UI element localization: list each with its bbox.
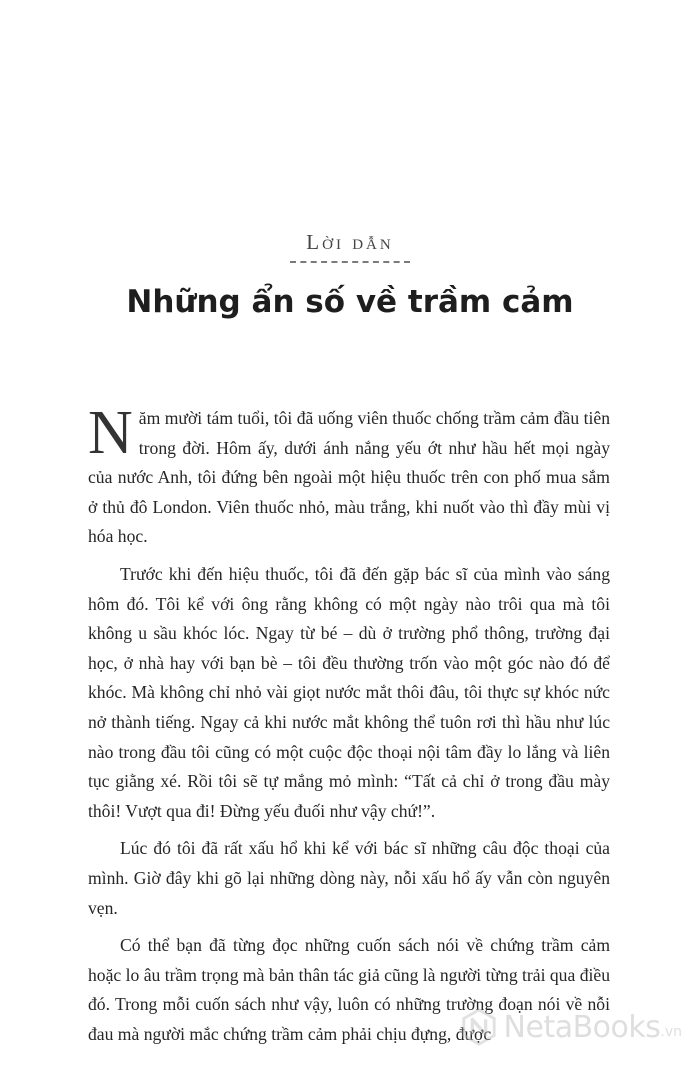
- netabooks-logo-icon: [460, 1008, 498, 1046]
- body-text: [88, 399, 610, 1057]
- chapter-eyebrow-wrap: [0, 230, 700, 263]
- paragraph-1: [88, 399, 610, 552]
- paragraph-3: Lúc đó tôi đã rất xấu hổ khi kể với bác sĩ những câu độc thoại của mình. Giờ đây khi gõ lại những dòng này, nỗi xấu hổ ấy vẫn còn nguyên vẹn.: [88, 838, 610, 918]
- watermark-brand: NetaBooks: [503, 1009, 661, 1045]
- drop-cap: N: [88, 399, 133, 467]
- chapter-title: Những ẩn số về trầm cảm: [126, 284, 574, 320]
- paragraph-2: Trước khi đến hiệu thuốc, tôi đã đến gặp bác sĩ của mình vào sáng hôm đó. Tôi kể với ông rằng không có một ngày nào trôi qua mà tôi không u sầu khóc lóc. Ngay từ bé – dù ở trường phổ thông, trường đại học, ở nhà hay với bạn bè – tôi đều thường trốn vào một góc nào đó để khóc. Mà không chỉ nhỏ vài giọt nước mắt thôi đâu, tôi thực sự khóc nức nở thành tiếng. Ngay cả khi nước mắt không thể tuôn rơi thì hầu như lúc nào trong đầu tôi cũng có một cuộc độc thoại nội tâm đầy lo lắng và liên tục giằng xé. Rồi tôi sẽ tự mắng mỏ mình: “Tất cả chỉ ở trong đầu mày thôi! Vượt qua đi! Đừng yếu đuối như vậy chứ!”.: [88, 563, 610, 821]
- paragraph-1-text: ăm mười tám tuổi, tôi đã uống viên thuốc chống trầm cảm đầu tiên trong đời. Hôm ấy, dưới ánh nắng yếu ớt như hầu hết mọi ngày của nước Anh, tôi đứng bên ngoài một hiệu thuốc trên con phố mua sắm ở thủ đô London. Viên thuốc nhỏ, màu trắng, khi nuốt vào thì đầy mùi vị hóa học.: [88, 408, 610, 547]
- watermark: [460, 1008, 682, 1046]
- chapter-eyebrow: Lời dẫn: [290, 230, 409, 263]
- watermark-suffix: .vn: [660, 1024, 682, 1040]
- paragraph-4: Có thể bạn đã từng đọc những cuốn sách nói về chứng trầm cảm hoặc lo âu trầm trọng mà bản thân tác giả cũng là người từng trải qua điều đó. Trong mỗi cuốn sách như vậy, luôn có những trường đoạn nói về nỗi đau mà người mắc chứng trầm cảm phải chịu đựng, được: [88, 935, 610, 1044]
